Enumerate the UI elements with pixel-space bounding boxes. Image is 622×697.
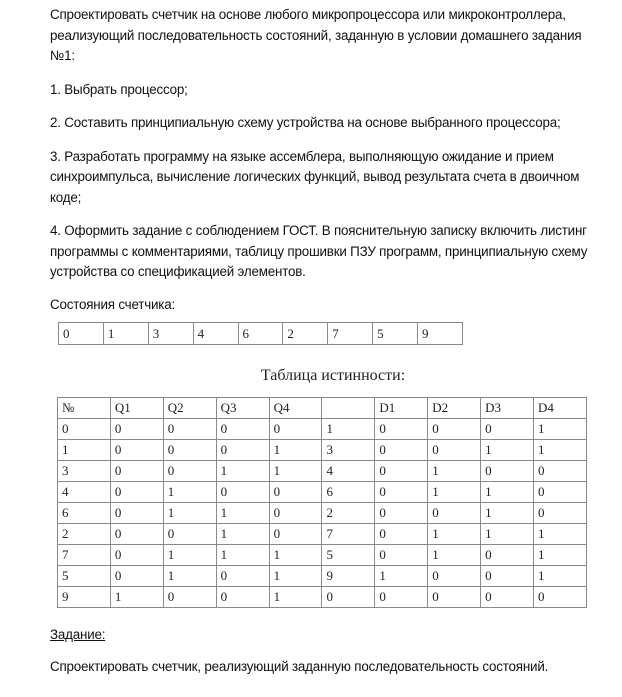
table-cell: 0 xyxy=(110,524,163,545)
table-cell: 0 xyxy=(375,419,428,440)
state-cell: 2 xyxy=(283,323,328,345)
table-cell: 1 xyxy=(533,419,586,440)
table-cell: 1 xyxy=(533,524,586,545)
table-cell: 0 xyxy=(322,587,375,608)
table-cell: 1 xyxy=(269,545,322,566)
table-cell: 1 xyxy=(163,503,216,524)
table-cell: 4 xyxy=(58,482,111,503)
table-cell: 0 xyxy=(533,461,586,482)
table-row xyxy=(58,482,587,503)
table-cell: 0 xyxy=(163,524,216,545)
table-cell: 0 xyxy=(110,440,163,461)
states-table xyxy=(58,322,463,345)
table-cell: 0 xyxy=(58,419,111,440)
table-cell: 1 xyxy=(533,566,586,587)
table-cell: 3 xyxy=(58,461,111,482)
state-cell: 6 xyxy=(238,323,283,345)
table-cell: 0 xyxy=(216,587,269,608)
state-cell: 0 xyxy=(59,323,104,345)
table-cell: 1 xyxy=(58,440,111,461)
table-cell: 0 xyxy=(375,587,428,608)
step-1: 1. Выбрать процессор; xyxy=(50,82,188,97)
table-row xyxy=(58,419,587,440)
table-cell: 5 xyxy=(322,545,375,566)
table-cell: 1 xyxy=(322,419,375,440)
table-cell: 0 xyxy=(269,482,322,503)
table-cell: 1 xyxy=(269,587,322,608)
table-cell: 6 xyxy=(58,503,111,524)
table-cell: 0 xyxy=(163,419,216,440)
table-cell: 0 xyxy=(269,503,322,524)
table-cell: 3 xyxy=(322,440,375,461)
state-cell: 5 xyxy=(373,323,418,345)
table-cell: 1 xyxy=(375,566,428,587)
column-header: Q3 xyxy=(216,398,269,419)
table-cell: 2 xyxy=(58,524,111,545)
column-header xyxy=(322,398,375,419)
table-cell: 1 xyxy=(533,440,586,461)
step-4-line-2: программы с комментариями, таблицу прошивки ПЗУ программ, принципиальную схему xyxy=(50,244,588,259)
table-cell: 0 xyxy=(110,503,163,524)
column-header: D4 xyxy=(533,398,586,419)
table-cell: 0 xyxy=(269,419,322,440)
table-cell: 1 xyxy=(481,524,534,545)
table-cell: 0 xyxy=(481,419,534,440)
table-cell: 1 xyxy=(216,503,269,524)
column-header: Q4 xyxy=(269,398,322,419)
table-cell: 1 xyxy=(428,524,481,545)
table-cell: 0 xyxy=(428,440,481,461)
truth-table-title xyxy=(0,367,622,385)
table-cell: 5 xyxy=(58,566,111,587)
column-header: D2 xyxy=(428,398,481,419)
table-cell: 1 xyxy=(163,482,216,503)
table-cell: 0 xyxy=(428,503,481,524)
table-cell: 1 xyxy=(269,440,322,461)
table-cell: 1 xyxy=(269,461,322,482)
table-cell: 0 xyxy=(375,482,428,503)
table-cell: 1 xyxy=(216,461,269,482)
table-cell: 0 xyxy=(216,440,269,461)
table-row xyxy=(58,503,587,524)
table-cell: 0 xyxy=(375,461,428,482)
state-cell: 1 xyxy=(103,323,148,345)
step-4-line-3: устройства со спецификацией элементов. xyxy=(50,264,306,279)
table-cell: 7 xyxy=(58,545,111,566)
table-cell: 1 xyxy=(428,461,481,482)
state-cell: 7 xyxy=(328,323,373,345)
table-cell: 7 xyxy=(322,524,375,545)
table-cell: 6 xyxy=(322,482,375,503)
column-header: Q1 xyxy=(110,398,163,419)
table-row xyxy=(58,461,587,482)
table-cell: 0 xyxy=(110,482,163,503)
table-header-row xyxy=(58,398,587,419)
table-cell: 0 xyxy=(375,524,428,545)
column-header: Q2 xyxy=(163,398,216,419)
table-cell: 1 xyxy=(216,545,269,566)
step-3-line-1: 3. Разработать программу на языке ассемблера, выполняющую ожидание и прием xyxy=(50,149,554,164)
table-cell: 9 xyxy=(58,587,111,608)
state-cell: 9 xyxy=(418,323,463,345)
intro-line-3: №1: xyxy=(50,48,75,63)
intro-line-2: реализующий последовательность состояний, заданную в условии домашнего задания xyxy=(50,28,582,43)
table-row xyxy=(58,524,587,545)
table-cell: 1 xyxy=(428,482,481,503)
table-cell: 1 xyxy=(481,482,534,503)
table-cell: 0 xyxy=(533,503,586,524)
table-cell: 0 xyxy=(216,419,269,440)
table-cell: 4 xyxy=(322,461,375,482)
table-row xyxy=(58,440,587,461)
table-cell: 2 xyxy=(322,503,375,524)
table-cell: 1 xyxy=(269,566,322,587)
states-row xyxy=(59,323,463,345)
table-cell: 1 xyxy=(481,440,534,461)
table-cell: 0 xyxy=(375,503,428,524)
table-cell: 1 xyxy=(216,524,269,545)
task-heading: Задание: xyxy=(50,627,106,642)
task-text: Спроектировать счетчик, реализующий заданную последовательность состояний. xyxy=(50,659,549,674)
table-cell: 0 xyxy=(481,587,534,608)
truth-table xyxy=(57,397,587,608)
states-label: Состояния счетчика: xyxy=(50,297,175,312)
intro-line-1: Спроектировать счетчик на основе любого микропроцессора или микроконтроллера, xyxy=(50,7,566,22)
column-header: D3 xyxy=(481,398,534,419)
table-cell: 0 xyxy=(428,566,481,587)
table-cell: 0 xyxy=(375,545,428,566)
state-cell: 3 xyxy=(148,323,193,345)
table-cell: 0 xyxy=(481,545,534,566)
table-cell: 0 xyxy=(533,482,586,503)
table-cell: 0 xyxy=(428,419,481,440)
table-cell: 9 xyxy=(322,566,375,587)
table-cell: 0 xyxy=(163,461,216,482)
table-cell: 0 xyxy=(269,524,322,545)
step-2: 2. Составить принципиальную схему устройства на основе выбранного процессора; xyxy=(50,115,561,130)
column-header: № xyxy=(58,398,111,419)
table-cell: 0 xyxy=(110,461,163,482)
table-cell: 1 xyxy=(481,503,534,524)
table-cell: 0 xyxy=(481,566,534,587)
table-row xyxy=(58,566,587,587)
table-cell: 0 xyxy=(375,440,428,461)
table-cell: 0 xyxy=(110,545,163,566)
table-cell: 1 xyxy=(428,545,481,566)
table-cell: 0 xyxy=(481,461,534,482)
table-cell: 0 xyxy=(110,566,163,587)
table-cell: 0 xyxy=(110,419,163,440)
table-cell: 0 xyxy=(428,587,481,608)
table-cell: 1 xyxy=(110,587,163,608)
column-header: D1 xyxy=(375,398,428,419)
table-cell: 0 xyxy=(216,482,269,503)
step-4-line-1: 4. Оформить задание с соблюдением ГОСТ. В пояснительную записку включить листинг xyxy=(50,223,587,238)
table-cell: 0 xyxy=(163,440,216,461)
step-3-line-3: коде; xyxy=(50,190,82,205)
table-cell: 1 xyxy=(163,566,216,587)
state-cell: 4 xyxy=(193,323,238,345)
truth-table-title-text: Таблица истинности: xyxy=(260,367,406,384)
table-cell: 1 xyxy=(533,545,586,566)
step-3-line-2: синхроимпульса, вычисление логических функций, вывод результата счета в двоичном xyxy=(50,169,580,184)
table-row xyxy=(58,587,587,608)
table-cell: 0 xyxy=(163,587,216,608)
table-cell: 1 xyxy=(163,545,216,566)
table-cell: 0 xyxy=(533,587,586,608)
table-row xyxy=(58,545,587,566)
table-cell: 0 xyxy=(216,566,269,587)
